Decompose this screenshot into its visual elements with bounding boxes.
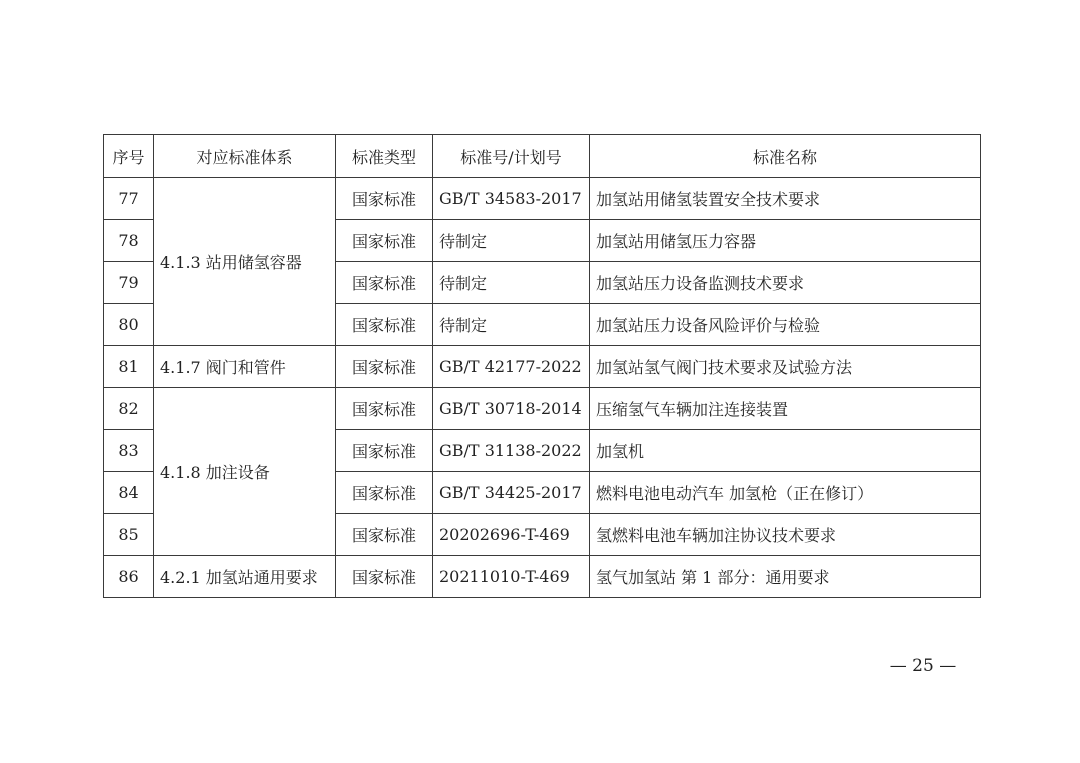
cell-standard-name: 氢燃料电池车辆加注协议技术要求 (590, 514, 981, 556)
cell-standard-name: 加氢站氢气阀门技术要求及试验方法 (590, 346, 981, 388)
header-standard-name: 标准名称 (590, 135, 981, 178)
table-header-row (104, 135, 981, 178)
cell-standard-type: 国家标准 (336, 178, 433, 220)
cell-standard-system: 4.1.3 站用储氢容器 (154, 178, 336, 346)
header-standard-number: 标准号/计划号 (433, 135, 590, 178)
cell-standard-type: 国家标准 (336, 262, 433, 304)
cell-standard-name: 加氢站压力设备风险评价与检验 (590, 304, 981, 346)
table-row (104, 346, 981, 388)
cell-standard-number: 20202696-T-469 (433, 514, 590, 556)
header-standard-type: 标准类型 (336, 135, 433, 178)
cell-seq: 84 (104, 472, 154, 514)
cell-standard-number: GB/T 30718-2014 (433, 388, 590, 430)
table-row (104, 388, 981, 430)
cell-standard-type: 国家标准 (336, 514, 433, 556)
cell-standard-type: 国家标准 (336, 556, 433, 598)
cell-standard-type: 国家标准 (336, 220, 433, 262)
standards-table (103, 134, 981, 598)
cell-seq: 80 (104, 304, 154, 346)
cell-seq: 83 (104, 430, 154, 472)
cell-standard-name: 加氢站用储氢压力容器 (590, 220, 981, 262)
page-number: — 25 — (889, 656, 957, 676)
header-standard-system: 对应标准体系 (154, 135, 336, 178)
cell-seq: 85 (104, 514, 154, 556)
cell-standard-number: GB/T 34583-2017 (433, 178, 590, 220)
cell-standard-number: 待制定 (433, 262, 590, 304)
cell-seq: 81 (104, 346, 154, 388)
cell-standard-system: 4.1.7 阀门和管件 (154, 346, 336, 388)
cell-standard-name: 压缩氢气车辆加注连接装置 (590, 388, 981, 430)
cell-standard-type: 国家标准 (336, 472, 433, 514)
cell-standard-type: 国家标准 (336, 388, 433, 430)
cell-standard-type: 国家标准 (336, 304, 433, 346)
cell-standard-number: 待制定 (433, 304, 590, 346)
cell-standard-number: GB/T 42177-2022 (433, 346, 590, 388)
cell-standard-system: 4.1.8 加注设备 (154, 388, 336, 556)
cell-standard-number: 20211010-T-469 (433, 556, 590, 598)
cell-standard-name: 氢气加氢站 第 1 部分：通用要求 (590, 556, 981, 598)
table-row (104, 178, 981, 220)
cell-standard-system: 4.2.1 加氢站通用要求 (154, 556, 336, 598)
cell-seq: 82 (104, 388, 154, 430)
cell-standard-type: 国家标准 (336, 346, 433, 388)
cell-standard-name: 加氢机 (590, 430, 981, 472)
table-row (104, 556, 981, 598)
cell-seq: 79 (104, 262, 154, 304)
header-seq: 序号 (104, 135, 154, 178)
cell-standard-name: 加氢站用储氢装置安全技术要求 (590, 178, 981, 220)
cell-standard-name: 加氢站压力设备监测技术要求 (590, 262, 981, 304)
cell-standard-number: GB/T 34425-2017 (433, 472, 590, 514)
cell-standard-number: GB/T 31138-2022 (433, 430, 590, 472)
cell-seq: 78 (104, 220, 154, 262)
cell-standard-number: 待制定 (433, 220, 590, 262)
cell-seq: 86 (104, 556, 154, 598)
table-body (104, 178, 981, 598)
cell-seq: 77 (104, 178, 154, 220)
cell-standard-name: 燃料电池电动汽车 加氢枪（正在修订） (590, 472, 981, 514)
cell-standard-type: 国家标准 (336, 430, 433, 472)
